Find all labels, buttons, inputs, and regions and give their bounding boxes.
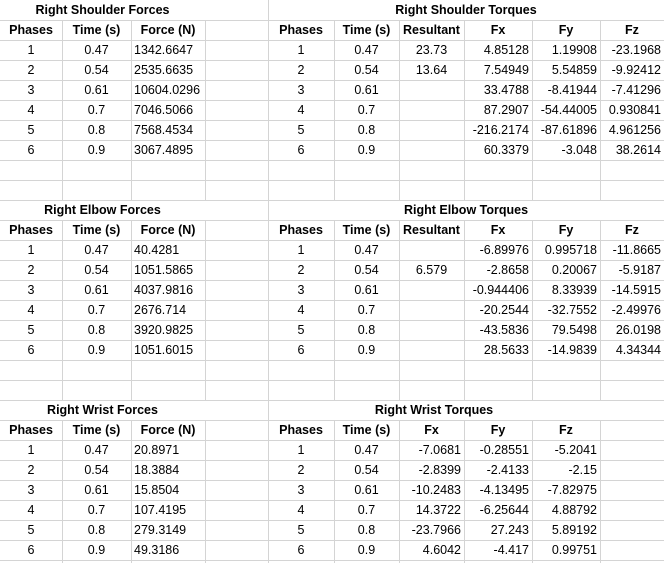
torques-table-cell[interactable]: 0.20067 [551,263,597,277]
torques-table-cell[interactable]: 5.54859 [551,63,597,77]
forces-table-cell[interactable]: 18.3884 [134,463,180,477]
forces-table-cell[interactable]: 40.4281 [134,243,180,257]
torques-table-cell[interactable]: 6 [297,543,305,557]
torques-table-cell[interactable]: -2.8399 [418,463,461,477]
torques-table-cell[interactable]: -5.9187 [618,263,661,277]
forces-table-cell[interactable]: 49.3186 [134,543,180,557]
forces-table-cell[interactable]: 4 [27,303,35,317]
torques-table-cell[interactable]: 2 [297,63,305,77]
forces-table-cell[interactable]: 107.4195 [134,503,187,517]
torques-table-cell[interactable]: -10.2483 [411,483,461,497]
torques-column-header[interactable]: Fz [625,223,639,237]
forces-table-cell[interactable]: 4 [27,503,35,517]
forces-table-cell[interactable]: 1 [27,443,35,457]
torques-table-cell[interactable]: 4.34344 [615,343,661,357]
torques-table-title[interactable]: Right Shoulder Torques [395,3,537,17]
torques-table-cell[interactable]: 5.89192 [551,523,597,537]
torques-table-cell[interactable]: 2 [297,263,305,277]
torques-table-cell[interactable]: -7.41296 [611,83,661,97]
forces-table-cell[interactable]: 0.61 [84,83,109,97]
forces-table-cell[interactable]: 6 [27,543,35,557]
torques-table-cell[interactable]: -6.89976 [479,243,529,257]
torques-column-header[interactable]: Phases [279,423,323,437]
forces-table-cell[interactable]: 6 [27,143,35,157]
torques-table-cell[interactable]: 0.7 [357,303,376,317]
torques-table-cell[interactable]: 3 [297,283,305,297]
torques-table-cell[interactable]: 4 [297,103,305,117]
torques-table-cell[interactable]: 4.6042 [422,543,461,557]
torques-column-header[interactable]: Time (s) [342,423,391,437]
torques-table-cell[interactable]: 4 [297,503,305,517]
torques-table-cell[interactable]: -14.9839 [547,343,597,357]
torques-table-cell[interactable]: -20.2544 [479,303,529,317]
torques-column-header[interactable]: Fz [625,23,639,37]
torques-table-cell[interactable]: 0.7 [357,103,376,117]
torques-table-cell[interactable]: -2.15 [568,463,597,477]
torques-column-header[interactable]: Phases [279,23,323,37]
torques-table-cell[interactable]: -3.048 [561,143,597,157]
forces-table-cell[interactable]: 3067.4895 [134,143,194,157]
torques-table-cell[interactable]: 23.73 [415,43,448,57]
forces-table-cell[interactable]: 0.47 [84,243,109,257]
forces-table-cell[interactable]: 2 [27,463,35,477]
torques-table-cell[interactable]: 1 [297,243,305,257]
torques-table-cell[interactable]: -5.2041 [554,443,597,457]
torques-column-header[interactable]: Fy [490,423,506,437]
torques-table-cell[interactable] [399,240,464,260]
torques-table-cell[interactable]: -216.2174 [472,123,529,137]
forces-column-header[interactable]: Force (N) [140,23,196,37]
forces-table-cell[interactable]: 6 [27,343,35,357]
torques-table-cell[interactable]: 0.61 [354,83,379,97]
torques-table-cell[interactable] [399,120,464,140]
torques-table-cell[interactable] [399,80,464,100]
forces-table-cell[interactable]: 0.7 [87,303,106,317]
torques-column-header[interactable]: Phases [279,223,323,237]
torques-table-cell[interactable]: 27.243 [490,523,529,537]
forces-table-cell[interactable]: 0.61 [84,483,109,497]
forces-table-title[interactable]: Right Elbow Forces [44,203,161,217]
torques-table-title[interactable]: Right Wrist Torques [374,403,494,417]
forces-table-cell[interactable]: 5 [27,323,35,337]
torques-table-cell[interactable]: 5 [297,123,305,137]
torques-table-cell[interactable]: 0.9 [357,343,376,357]
torques-table-cell[interactable]: 79.5498 [551,323,597,337]
torques-table-cell[interactable]: 5 [297,323,305,337]
torques-table-cell[interactable]: -4.13495 [479,483,529,497]
forces-table-cell[interactable]: 1 [27,243,35,257]
torques-table-cell[interactable]: -9.92412 [611,63,661,77]
forces-table-cell[interactable]: 7046.5066 [134,103,194,117]
forces-table-cell[interactable]: 0.54 [84,463,109,477]
torques-table-cell[interactable]: -23.1968 [611,43,661,57]
torques-table-cell[interactable]: -32.7552 [547,303,597,317]
torques-table-cell[interactable]: 33.4788 [483,83,529,97]
forces-column-header[interactable]: Phases [9,23,53,37]
forces-table-cell[interactable]: 3 [27,283,35,297]
torques-table-cell[interactable]: -87.61896 [540,123,597,137]
torques-table-cell[interactable]: 0.9 [357,143,376,157]
forces-column-header[interactable]: Time (s) [72,23,121,37]
forces-table-cell[interactable]: 4 [27,103,35,117]
torques-table-cell[interactable]: 0.7 [357,503,376,517]
torques-table-cell[interactable]: 0.99751 [551,543,597,557]
torques-table-cell[interactable] [399,100,464,120]
forces-table-cell[interactable]: 1342.6647 [134,43,194,57]
forces-table-cell[interactable]: 0.9 [87,543,106,557]
torques-table-cell[interactable]: 0.8 [357,123,376,137]
torques-table-cell[interactable]: -2.49976 [611,303,661,317]
torques-table-cell[interactable]: -2.4133 [486,463,529,477]
torques-table-cell[interactable]: -8.41944 [547,83,597,97]
torques-table-cell[interactable]: -2.8658 [486,263,529,277]
torques-column-header[interactable]: Resultant [403,223,460,237]
torques-table-cell[interactable]: 26.0198 [615,323,661,337]
torques-table-cell[interactable]: 87.2907 [483,103,529,117]
forces-column-header[interactable]: Force (N) [140,423,196,437]
torques-table-cell[interactable] [399,320,464,340]
torques-table-cell[interactable]: -6.25644 [479,503,529,517]
torques-table-cell[interactable]: -0.944406 [472,283,529,297]
torques-table-title[interactable]: Right Elbow Torques [403,203,529,217]
forces-table-cell[interactable]: 3 [27,83,35,97]
forces-table-cell[interactable]: 0.8 [87,323,106,337]
torques-column-header[interactable]: Fx [490,223,506,237]
torques-table-cell[interactable]: 0.61 [354,483,379,497]
forces-table-cell[interactable]: 0.54 [84,263,109,277]
torques-table-cell[interactable]: 1.19908 [551,43,597,57]
torques-table-cell[interactable]: 0.47 [354,443,379,457]
torques-table-cell[interactable]: 0.8 [357,523,376,537]
forces-table-cell[interactable]: 1051.6015 [134,343,194,357]
torques-table-cell[interactable]: 28.5633 [483,343,529,357]
torques-table-cell[interactable]: 38.2614 [615,143,661,157]
torques-table-cell[interactable]: 0.9 [357,543,376,557]
forces-table-cell[interactable]: 0.7 [87,503,106,517]
forces-table-cell[interactable]: 1 [27,43,35,57]
forces-table-cell[interactable]: 0.47 [84,443,109,457]
torques-table-cell[interactable]: 5 [297,523,305,537]
torques-table-cell[interactable]: 3 [297,483,305,497]
torques-table-cell[interactable] [399,140,464,160]
forces-table-title[interactable]: Right Wrist Forces [47,403,158,417]
torques-table-cell[interactable]: 4 [297,303,305,317]
forces-table-cell[interactable]: 0.8 [87,123,106,137]
forces-table-cell[interactable]: 2535.6635 [134,63,194,77]
forces-table-cell[interactable]: 2676.714 [134,303,187,317]
torques-table-cell[interactable]: 4.85128 [483,43,529,57]
torques-table-cell[interactable]: -23.7966 [411,523,461,537]
forces-table-title[interactable]: Right Shoulder Forces [35,3,170,17]
forces-table-cell[interactable]: 15.8504 [134,483,180,497]
torques-table-cell[interactable]: -14.5915 [611,283,661,297]
forces-table-cell[interactable]: 0.61 [84,283,109,297]
forces-column-header[interactable]: Phases [9,423,53,437]
forces-table-cell[interactable]: 20.8971 [134,443,180,457]
torques-column-header[interactable]: Time (s) [342,223,391,237]
forces-table-cell[interactable]: 10604.0296 [134,83,201,97]
forces-column-header[interactable]: Phases [9,223,53,237]
torques-column-header[interactable]: Fz [559,423,573,437]
torques-table-cell[interactable]: 13.64 [415,63,448,77]
forces-table-cell[interactable]: 0.54 [84,63,109,77]
torques-table-cell[interactable]: 0.8 [357,323,376,337]
torques-table-cell[interactable]: 1 [297,443,305,457]
torques-table-cell[interactable]: 0.54 [354,263,379,277]
torques-table-cell[interactable]: 7.54949 [483,63,529,77]
torques-table-cell[interactable]: 0.54 [354,63,379,77]
forces-table-cell[interactable]: 0.7 [87,103,106,117]
torques-table-cell[interactable]: -0.28551 [479,443,529,457]
torques-table-cell[interactable]: 6 [297,143,305,157]
torques-table-cell[interactable]: -11.8665 [612,243,661,257]
torques-table-cell[interactable]: 1 [297,43,305,57]
forces-table-cell[interactable]: 0.9 [87,343,106,357]
torques-table-cell[interactable]: 8.33939 [551,283,597,297]
torques-column-header[interactable]: Resultant [403,23,460,37]
forces-table-cell[interactable]: 5 [27,123,35,137]
torques-table-cell[interactable]: 0.930841 [608,103,661,117]
forces-table-cell[interactable]: 0.8 [87,523,106,537]
forces-table-cell[interactable]: 7568.4534 [134,123,194,137]
torques-table-cell[interactable]: 4.88792 [551,503,597,517]
torques-column-header[interactable]: Fy [558,223,574,237]
forces-table-cell[interactable]: 4037.9816 [134,283,194,297]
torques-table-cell[interactable]: -7.82975 [547,483,597,497]
torques-table-cell[interactable] [399,340,464,360]
forces-table-cell[interactable]: 279.3149 [134,523,187,537]
torques-table-cell[interactable]: 0.47 [354,43,379,57]
torques-table-cell[interactable]: 0.54 [354,463,379,477]
forces-column-header[interactable]: Force (N) [140,223,196,237]
torques-table-cell[interactable]: 60.3379 [483,143,529,157]
torques-table-cell[interactable]: 3 [297,83,305,97]
forces-column-header[interactable]: Time (s) [72,223,121,237]
torques-table-cell[interactable]: -54.44005 [540,103,597,117]
torques-table-cell[interactable]: 0.47 [354,243,379,257]
forces-column-header[interactable]: Time (s) [72,423,121,437]
torques-table-cell[interactable]: 6 [297,343,305,357]
torques-table-cell[interactable] [399,280,464,300]
torques-column-header[interactable]: Fx [424,423,439,437]
forces-table-cell[interactable]: 3 [27,483,35,497]
torques-column-header[interactable]: Fx [490,23,506,37]
torques-table-cell[interactable] [399,300,464,320]
torques-table-cell[interactable]: 14.3722 [415,503,461,517]
forces-table-cell[interactable]: 3920.9825 [134,323,194,337]
torques-table-cell[interactable]: 6.579 [415,263,448,277]
forces-table-cell[interactable]: 1051.5865 [134,263,194,277]
torques-table-cell[interactable]: -4.417 [493,543,529,557]
torques-table-cell[interactable]: 0.995718 [544,243,597,257]
torques-column-header[interactable]: Fy [558,23,574,37]
torques-table-cell[interactable]: 0.61 [354,283,379,297]
torques-column-header[interactable]: Time (s) [342,23,391,37]
forces-table-cell[interactable]: 0.9 [87,143,106,157]
forces-table-cell[interactable]: 2 [27,263,35,277]
torques-table-cell[interactable]: 4.961256 [608,123,661,137]
forces-table-cell[interactable]: 0.47 [84,43,109,57]
torques-table-cell[interactable]: -43.5836 [479,323,529,337]
torques-table-cell[interactable]: -7.0681 [418,443,461,457]
forces-table-cell[interactable]: 5 [27,523,35,537]
torques-table-cell[interactable]: 2 [297,463,305,477]
forces-table-cell[interactable]: 2 [27,63,35,77]
